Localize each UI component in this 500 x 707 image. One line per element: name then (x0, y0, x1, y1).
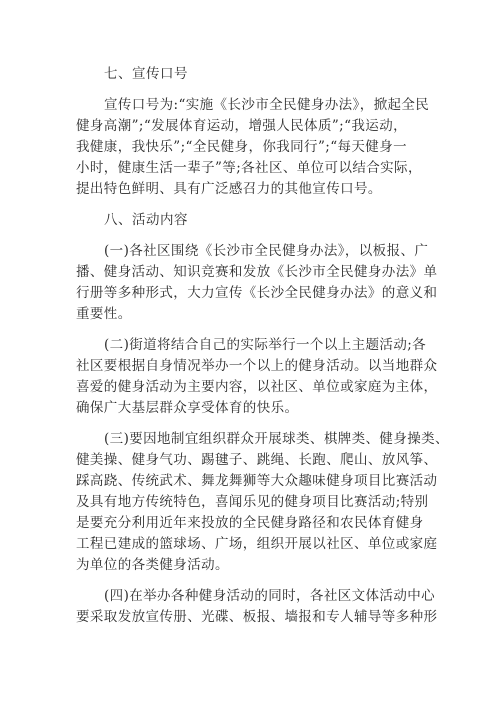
text-line: 喜爱的健身活动为主要内容，以社区、单位或家庭为主体， (76, 379, 438, 395)
section-heading-7: 七、宣传口号 (104, 66, 188, 82)
paragraph-item-2 (76, 335, 438, 419)
text-line: 及具有地方传统特色，喜闻乐见的健身项目比赛活动;特别 (76, 494, 429, 510)
paragraph-item-3 (76, 429, 449, 576)
text-line: 健身高潮”;“发展体育运动，增强人民体质”;“我运动， (76, 118, 408, 134)
text-line: 为单位的各类健身活动。 (76, 557, 229, 573)
text-line: 宣传口号为:“实施《长沙市全民健身办法》，掀起全民 (104, 97, 430, 113)
text-line: 我健康，我快乐”;“全民健身，你我同行”;“每天健身一 (76, 139, 408, 155)
text-line: 重要性。 (76, 306, 132, 322)
text-line: 确保广大基层群众享受体育的快乐。 (76, 400, 299, 416)
text-line: 是要充分利用近年来投放的全民健身路径和农民体育健身 (76, 515, 424, 531)
text-line: (一)各社区围绕《长沙市全民健身办法》，以板报、广 (104, 243, 429, 259)
text-line: 社区要根据自身情况举办一个以上的健身活动。以当地群众 (76, 358, 438, 374)
text-line: 提出特色鲜明、具有广泛感召力的其他宣传口号。 (76, 181, 382, 197)
text-line: 工程已建成的篮球场、广场，组织开展以社区、单位或家庭 (76, 536, 438, 552)
document-body (76, 64, 449, 638)
section-heading-8: 八、活动内容 (104, 212, 188, 228)
paragraph-slogans (76, 95, 430, 200)
text-line: (二)街道将结合自己的实际举行一个以上主题活动;各 (104, 337, 427, 353)
text-line: (四)在举办各种健身活动的同时，各社区文体活动中心 (104, 588, 436, 604)
paragraph-item-1 (76, 241, 438, 325)
paragraph-item-4 (76, 586, 438, 628)
text-line: 行册等多种形式，大力宣传《长沙全民健身办法》的意义和 (76, 285, 438, 301)
text-line: (三)要因地制宜组织群众开展球类、棋牌类、健身操类、 (104, 431, 449, 447)
text-line: 要采取发放宣传册、光碟、板报、墙报和专人辅导等多种形 (76, 609, 438, 625)
text-line: 播、健身活动、知识竞赛和发放《长沙市全民健身办法》单 (76, 264, 438, 280)
text-line: 健美操、健身气功、踢毽子、跳绳、长跑、爬山、放风筝、 (76, 452, 438, 468)
text-line: 踩高跷、传统武术、舞龙舞狮等大众趣味健身项目比赛活动 (76, 473, 438, 489)
text-line: 小时，健康生活一辈子”等;各社区、单位可以结合实际， (76, 160, 422, 176)
